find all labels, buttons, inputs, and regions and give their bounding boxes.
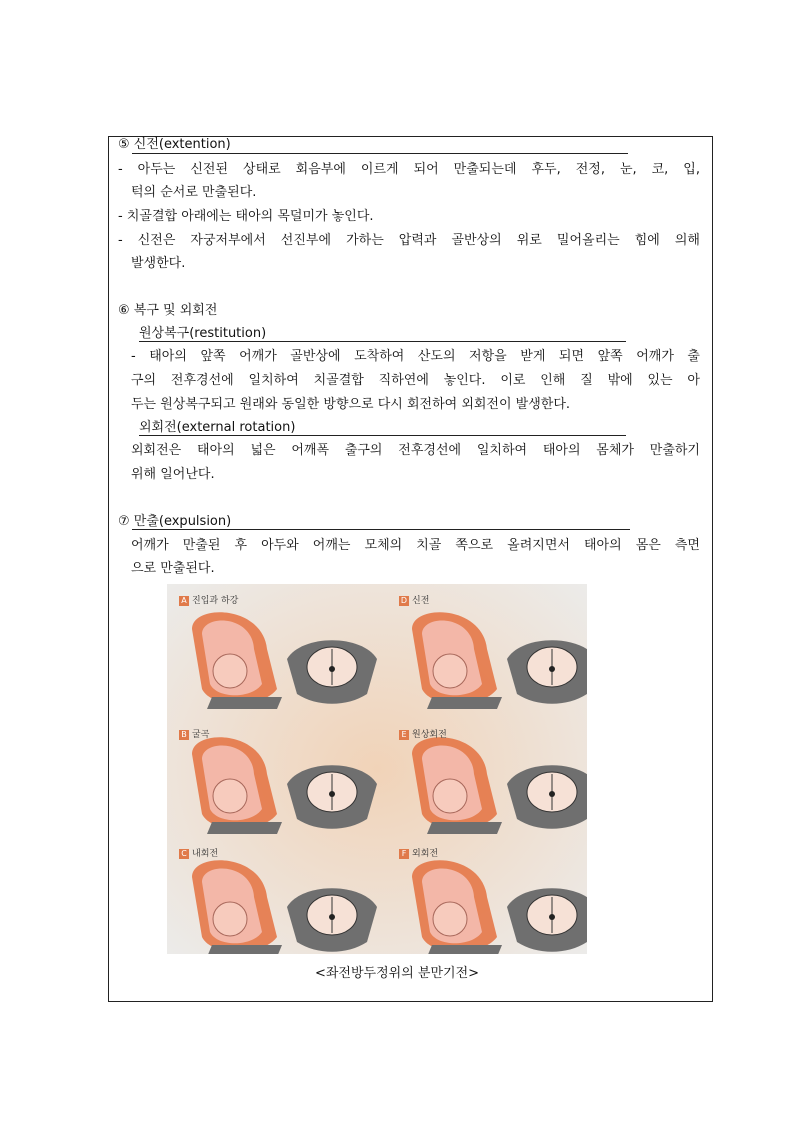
subheading-restitution: 원상복구(restitution) <box>139 326 267 341</box>
bullet-line: - 신전은 자궁저부에서 선진부에 가하는 압력과 골반상의 위로 밀어올리는 힘에 의해 <box>118 233 700 248</box>
figure-caption: <좌전방두정위의 분만기전> <box>314 966 480 981</box>
paragraph-line: 어깨가 만출된 후 아두와 어깨는 모체의 치골 쪽으로 올려지면서 태아의 몸은 측면 <box>131 538 700 553</box>
bullet-line: - 아두는 신전된 상태로 회음부에 이르게 되어 만출되는데 후두, 전정, 눈, 코, 입, <box>118 162 700 177</box>
panel-label-c: C 내회전 <box>179 846 218 859</box>
subheading-underline <box>139 435 626 436</box>
heading-underline <box>132 529 630 530</box>
subheading-external-rotation: 외회전(external rotation) <box>139 420 296 435</box>
labor-mechanism-illustration <box>167 584 587 954</box>
section-heading-extension: ⑤ 신전(extention) <box>118 137 231 152</box>
paragraph-line: 구의 전후경선에 일치하여 치골결합 직하연에 놓인다. 이로 인해 질 밖에 있는 아 <box>131 373 700 388</box>
paragraph-line: 외회전은 태아의 넓은 어깨폭 출구의 전후경선에 일치하여 태아의 몸체가 만출하기 <box>131 443 700 458</box>
panel-label-e: E 원상회전 <box>399 727 447 740</box>
heading-underline <box>132 153 628 154</box>
labor-stages-drawing <box>167 584 587 954</box>
paragraph-line: 위해 일어난다. <box>131 467 215 482</box>
subheading-underline <box>139 341 626 342</box>
panel-label-b: B 굴곡 <box>179 727 209 740</box>
paragraph-line: 두는 원상복구되고 원래와 동일한 방향으로 다시 회전하여 외회전이 발생한다. <box>131 397 571 412</box>
bullet-line: 턱의 순서로 만출된다. <box>131 185 257 200</box>
panel-label-d: D 신전 <box>400 596 430 606</box>
section-heading-restitution-rotation: ⑥ 복구 및 외회전 <box>118 303 218 318</box>
panel-label-f: F 외회전 <box>399 846 438 859</box>
bullet-line: - 치골결합 아래에는 태아의 목덜미가 놓인다. <box>118 209 374 224</box>
bullet-line: 발생한다. <box>131 256 186 271</box>
paragraph-line: - 태아의 앞쪽 어깨가 골반상에 도착하여 산도의 저항을 받게 되면 앞쪽 어깨가 출 <box>131 349 700 364</box>
paragraph-line: 으로 만출된다. <box>131 561 215 576</box>
section-heading-expulsion: ⑦ 만출(expulsion) <box>118 514 232 529</box>
panel-label-a: A 진입과 하강 <box>179 593 238 606</box>
